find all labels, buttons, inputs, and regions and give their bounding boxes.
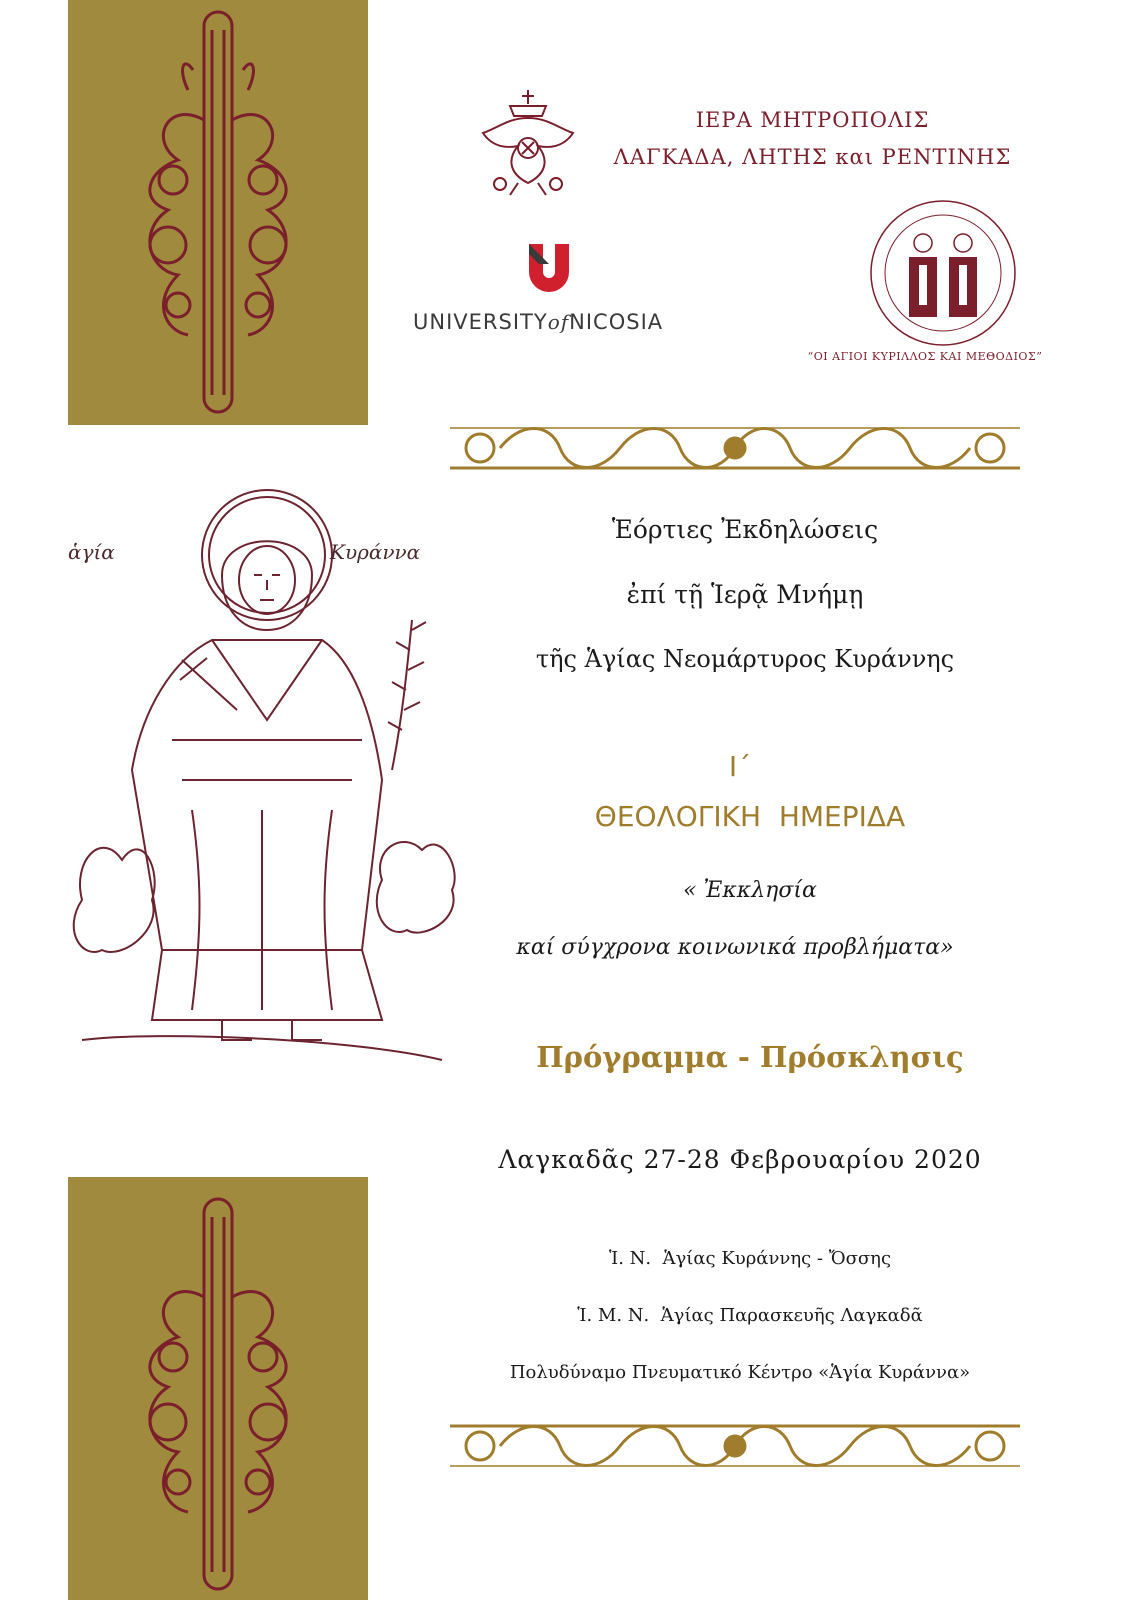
venue-2: Ἱ. Μ. Ν. Ἁγίας Παρασκευῆς Λαγκαδᾶ [577, 1305, 923, 1326]
event-title: ΘΕΟΛΟΓΙΚΗ ΗΜΕΡΙΔΑ [594, 800, 906, 833]
icon-label-left: ἁγία [68, 540, 115, 564]
program-label: Πρόγραμμα - Πρόσκλησις [536, 1040, 964, 1074]
saint-kyranna-icon [62, 480, 462, 1100]
event-subtitle-line2: καί σύγχρονα κοινωνικά προβλήματα» [516, 935, 954, 960]
academy-emblem-icon [843, 195, 1043, 355]
double-headed-eagle-icon [478, 88, 578, 198]
venue-3: Πολυδύναμο Πνευματικό Κέντρο «Ἁγία Κυράννα» [509, 1362, 971, 1383]
university-name-of: of [547, 310, 570, 334]
ornament-top-icon [68, 0, 368, 425]
venue-1: Ἱ. Ν. Ἁγίας Κυράννης - Ὄσσης [608, 1248, 892, 1269]
university-name-part1: UNIVERSITY [413, 310, 548, 334]
heading-line3: τῆς Ἁγίας Νεομάρτυρος Κυράννης [535, 645, 955, 673]
bottom-gold-panel [68, 1177, 368, 1600]
academy-motto: “ΟΙ ΑΓΙΟΙ ΚΥΡΙΛΛΟΣ ΚΑΙ ΜΕΘΟΔΙΟΣ” [807, 350, 1043, 363]
university-name-part2: NICOSIA [569, 310, 664, 334]
decorative-border-bottom-icon [440, 1410, 1030, 1482]
top-gold-panel [68, 0, 368, 425]
icon-label-right: Κυράννα [330, 540, 421, 564]
university-logo-icon [525, 242, 573, 294]
date-line: Λαγκαδᾶς 27-28 Φεβρουαρίου 2020 [498, 1145, 982, 1174]
university-name [413, 310, 688, 334]
decorative-border-top-icon [440, 412, 1030, 484]
event-subtitle-line1: « Ἐκκλησία [683, 878, 817, 903]
heading-line2: ἐπί τῇ Ἱερᾷ Μνήμῃ [626, 580, 864, 609]
event-number: Ι΄ [728, 750, 752, 783]
heading-line1: Ἑόρτιες Ἐκδηλώσεις [611, 515, 879, 544]
metropolis-name-line1: ΙΕΡΑ ΜΗΤΡΟΠΟΛΙΣ [695, 108, 930, 132]
ornament-bottom-icon [68, 1177, 368, 1600]
metropolis-name-line2: ΛΑΓΚΑΔΑ, ΛΗΤΗΣ και ΡΕΝΤΙΝΗΣ [613, 145, 1012, 169]
